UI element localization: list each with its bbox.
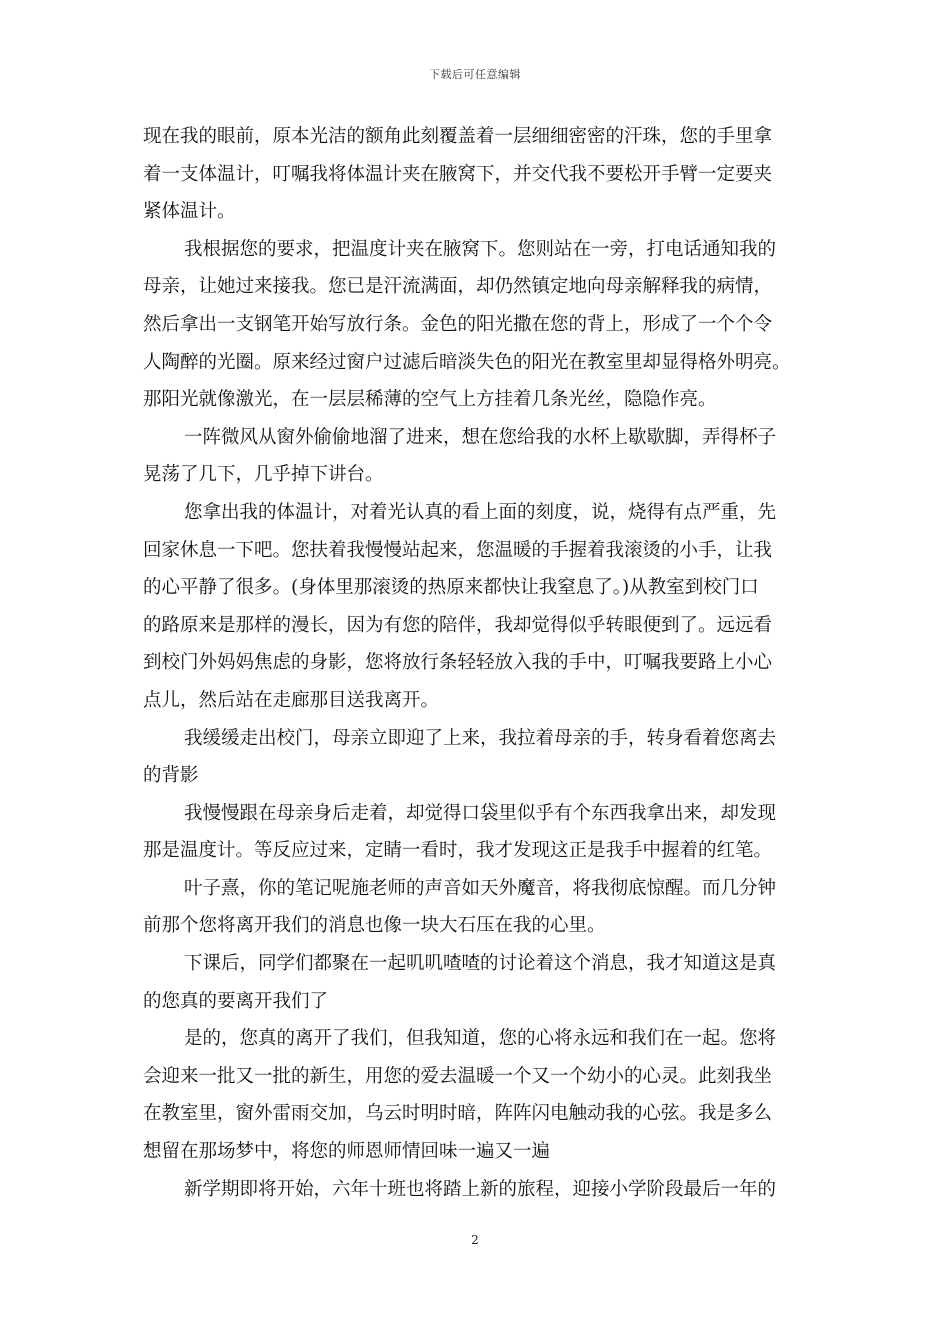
text-line: 下课后，同学们都聚在一起叽叽喳喳的讨论着这个消息，我才知道这是真 — [184, 953, 777, 975]
text-line: 的路原来是那样的漫长，因为有您的陪伴，我却觉得似乎转眼便到了。远远看 — [143, 614, 773, 636]
text-line: 人陶醉的光圈。原来经过窗户过滤后暗淡失色的阳光在教室里却显得格外明亮。 — [143, 351, 791, 373]
document-body — [143, 118, 823, 1208]
text-line: 然后拿出一支钢笔开始写放行条。金色的阳光撒在您的背上，形成了一个个令 — [143, 313, 773, 335]
text-line: 点儿，然后站在走廊那目送我离开。 — [143, 689, 440, 711]
text-line: 到校门外妈妈焦虑的身影，您将放行条轻轻放入我的手中，叮嘱我要路上小心 — [143, 652, 773, 674]
text-line: 着一支体温计，叮嘱我将体温计夹在腋窝下，并交代我不要松开手臂一定要夹 — [143, 163, 773, 185]
text-line: 的心平静了很多。(身体里那滚烫的热原来都快让我窒息了。)从教室到校门口 — [143, 577, 759, 599]
text-line: 您拿出我的体温计，对着光认真的看上面的刻度，说，烧得有点严重，先 — [184, 501, 777, 523]
text-line: 叶子熹，你的笔记呢施老师的声音如天外魔音，将我彻底惊醒。而几分钟 — [184, 877, 777, 899]
text-line: 紧体温计。 — [143, 201, 236, 223]
text-line: 的您真的要离开我们了 — [143, 990, 329, 1012]
text-line: 我根据您的要求，把温度计夹在腋窝下。您则站在一旁，打电话通知我的 — [184, 238, 777, 260]
text-line: 的背影 — [143, 765, 199, 787]
page-header: 下载后可任意编辑 — [429, 68, 521, 81]
text-line: 会迎来一批又一批的新生，用您的爱去温暖一个又一个幼小的心灵。此刻我坐 — [143, 1065, 773, 1087]
text-line: 那是温度计。等反应过来，定睛一看时，我才发现这正是我手中握着的红笔。 — [143, 840, 773, 862]
text-line: 那阳光就像激光，在一层层稀薄的空气上方挂着几条光丝，隐隐作亮。 — [143, 389, 717, 411]
text-line: 前那个您将离开我们的消息也像一块大石压在我的心里。 — [143, 915, 606, 937]
text-line: 新学期即将开始，六年十班也将踏上新的旅程，迎接小学阶段最后一年的 — [184, 1178, 777, 1200]
text-line: 一阵微风从窗外偷偷地溜了进来，想在您给我的水杯上歇歇脚，弄得杯子 — [184, 426, 777, 448]
text-line: 母亲，让她过来接我。您已是汗流满面，却仍然镇定地向母亲解释我的病情， — [143, 276, 773, 298]
page-number: 2 — [471, 1233, 479, 1247]
text-line: 是的，您真的离开了我们，但我知道，您的心将永远和我们在一起。您将 — [184, 1028, 777, 1050]
text-line: 回家休息一下吧。您扶着我慢慢站起来，您温暖的手握着我滚烫的小手，让我 — [143, 539, 773, 561]
text-line: 想留在那场梦中，将您的师恩师情回味一遍又一遍 — [143, 1141, 551, 1163]
text-line: 在教室里，窗外雷雨交加，乌云时明时暗，阵阵闪电触动我的心弦。我是多么 — [143, 1103, 773, 1125]
text-line: 我缓缓走出校门，母亲立即迎了上来，我拉着母亲的手，转身看着您离去 — [184, 727, 777, 749]
text-line: 我慢慢跟在母亲身后走着，却觉得口袋里似乎有个东西我拿出来，却发现 — [184, 802, 777, 824]
text-line: 晃荡了几下，几乎掉下讲台。 — [143, 464, 384, 486]
text-line: 现在我的眼前，原本光洁的额角此刻覆盖着一层细细密密的汗珠，您的手里拿 — [143, 126, 773, 147]
